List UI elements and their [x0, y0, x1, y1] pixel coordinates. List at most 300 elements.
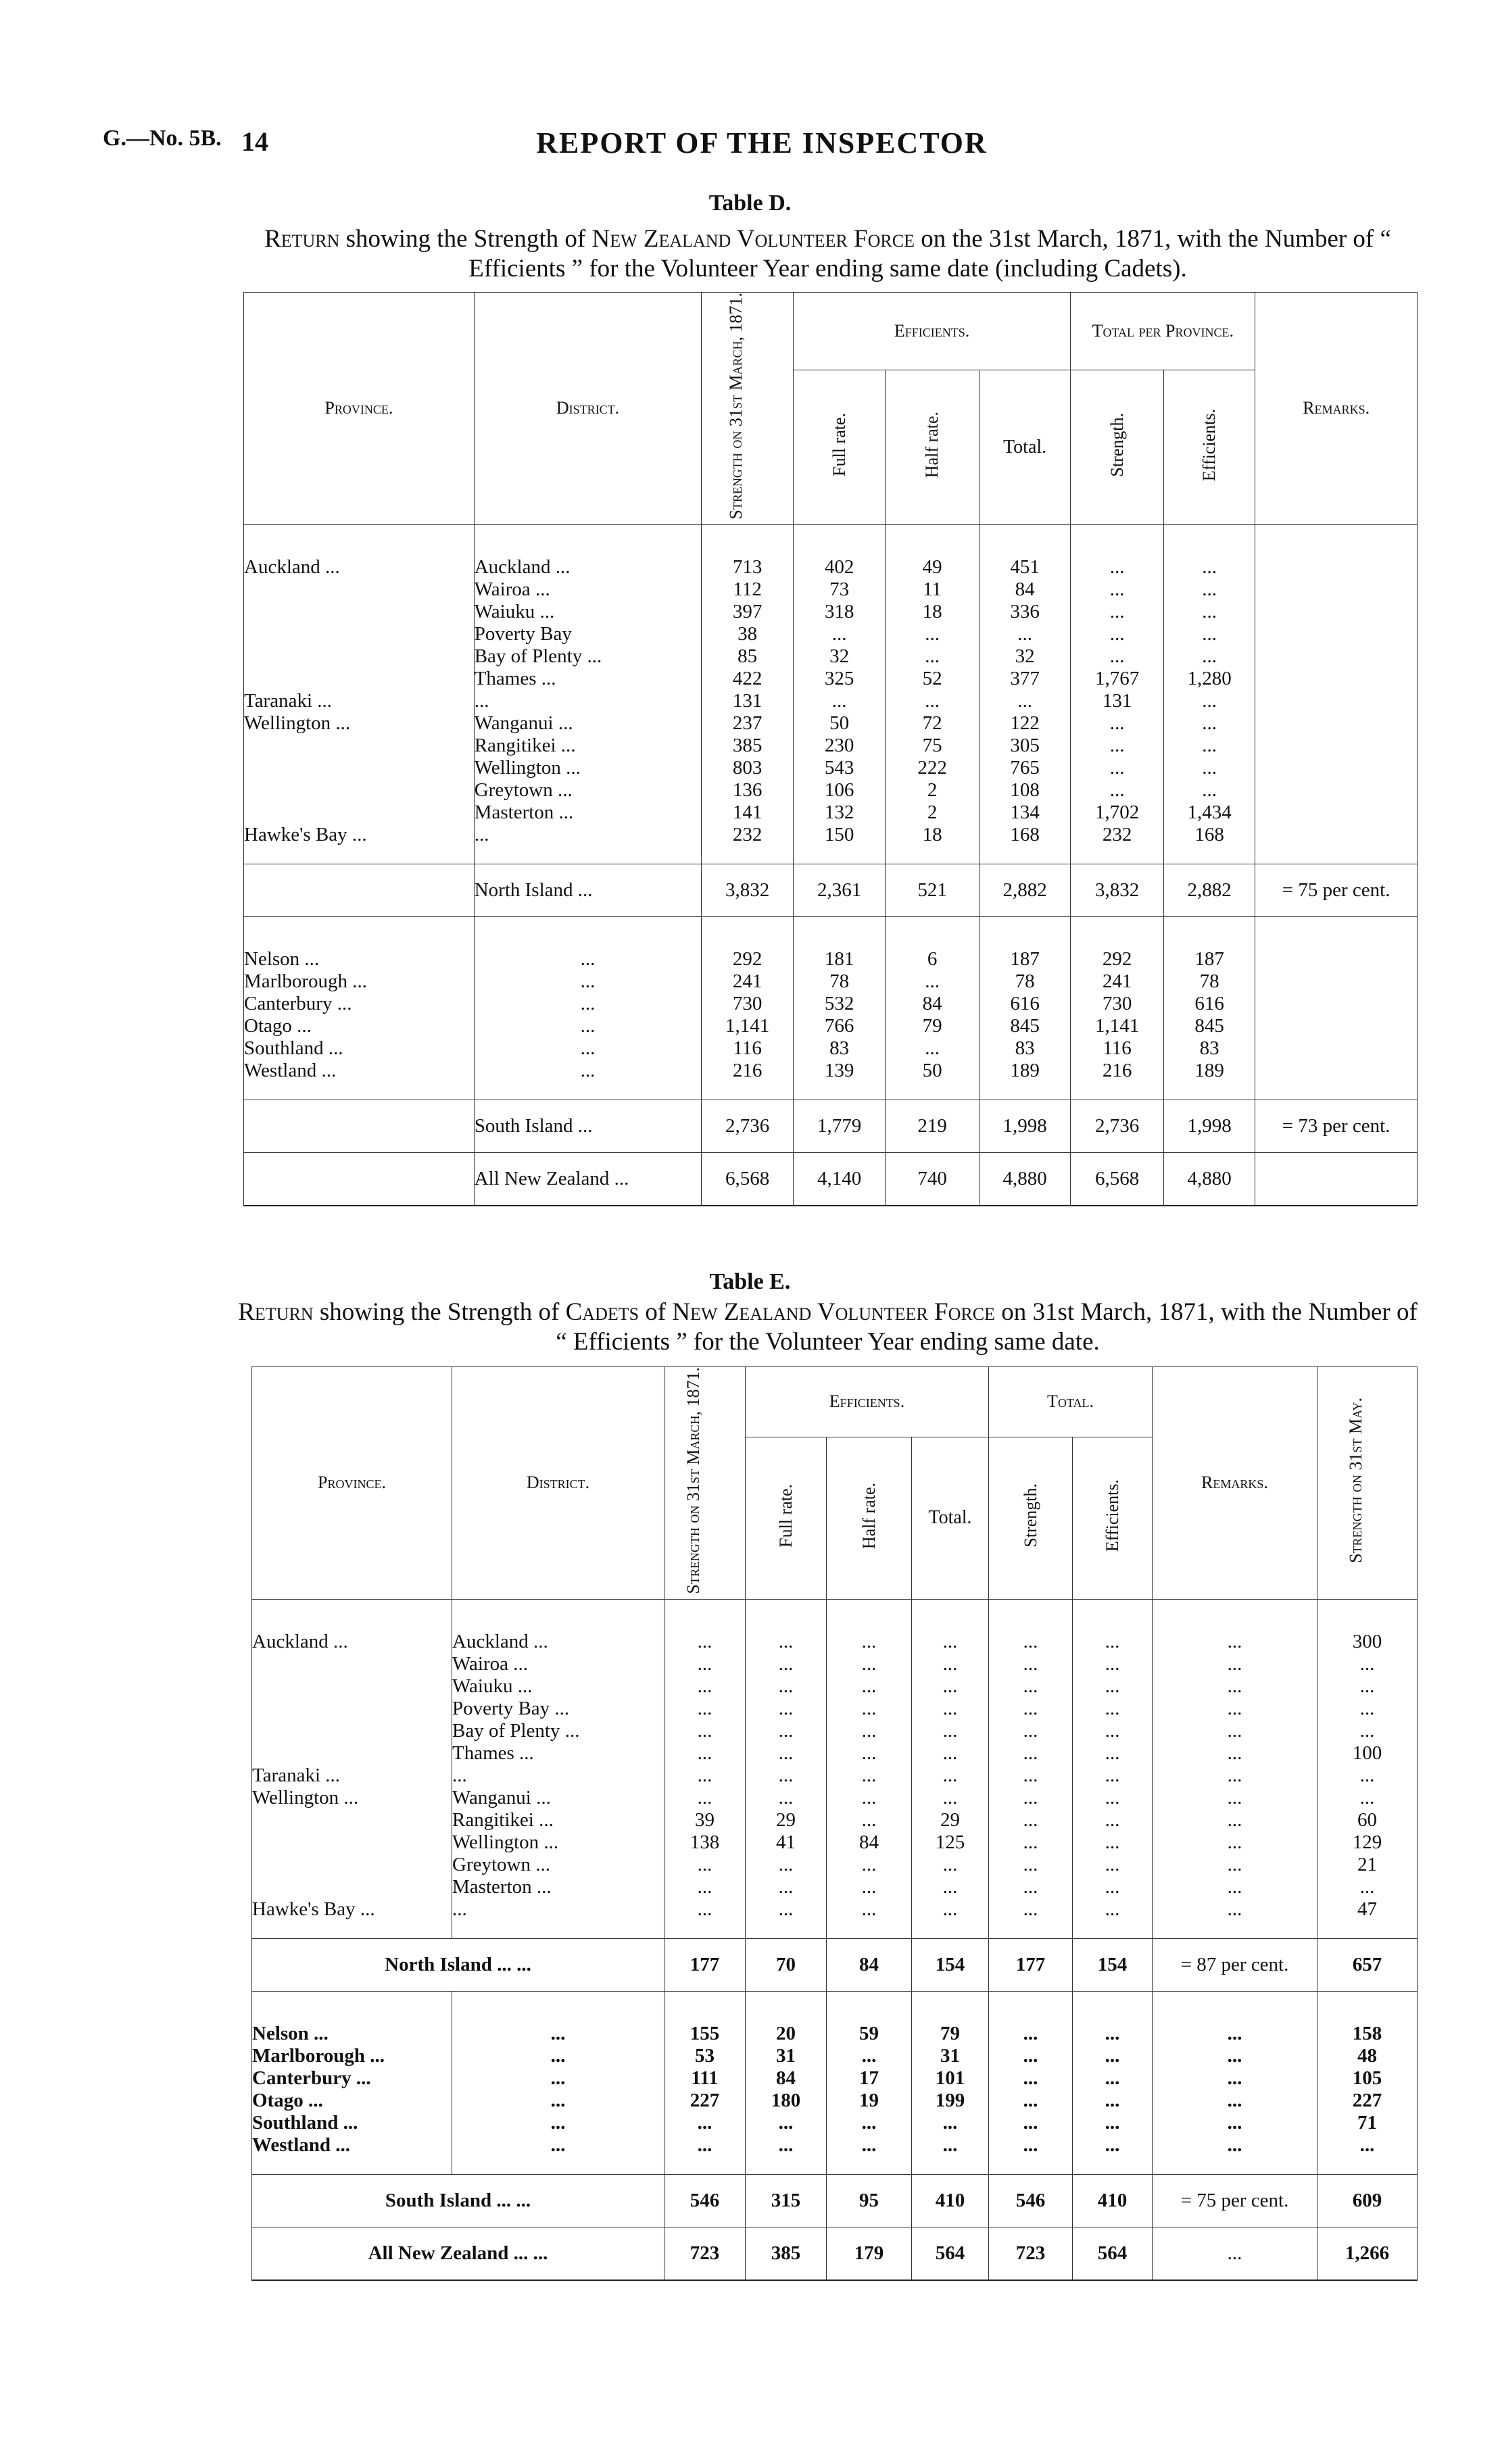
- description-text: showing the Strength of: [339, 225, 592, 253]
- cell-value: 31: [776, 2044, 796, 2067]
- north-island-total-row: [244, 864, 1418, 916]
- page-header: [103, 126, 1421, 166]
- cell-value: 237: [732, 712, 763, 734]
- prov-strength-column: [1071, 524, 1164, 864]
- cell-value: 78: [1199, 970, 1219, 992]
- cell-value: Auckland ...: [244, 556, 340, 578]
- cell-value: ...: [1023, 2067, 1038, 2089]
- total-tot-efficients: 564: [1073, 2227, 1153, 2280]
- half-rate-column: [886, 524, 979, 864]
- cell-value: 79: [940, 2022, 960, 2044]
- total-strength: 2,736: [702, 1100, 793, 1152]
- cell-value: 845: [1194, 1014, 1224, 1037]
- cell-value: ...: [697, 1875, 712, 1898]
- table-e-caption: Table E.: [709, 1269, 791, 1294]
- page-title: REPORT OF THE INSPECTOR: [536, 126, 988, 159]
- cell-value: 187: [1010, 947, 1040, 970]
- cell-value: ...: [550, 2134, 566, 2156]
- cell-value: 84: [859, 1831, 879, 1853]
- cell-value: 139: [824, 1059, 854, 1081]
- cell-value: Bay of Plenty ...: [474, 645, 602, 667]
- description-text: on the 31st March, 1871, with the Number of “ Efficients ” for the Volunteer Year ending same date (including Cadets).: [468, 225, 1391, 282]
- cell-value: ...: [474, 689, 489, 712]
- cell-value: 241: [732, 970, 763, 992]
- cell-value: 199: [935, 2089, 965, 2111]
- cell-value: Waiuku ...: [474, 600, 555, 622]
- cell-value: ...: [942, 1719, 958, 1742]
- cell-value: ...: [580, 947, 596, 970]
- header-total-group: Total.: [989, 1367, 1153, 1437]
- cell-value: ...: [942, 1742, 958, 1764]
- cell-value: ...: [1023, 1764, 1038, 1786]
- strength-column: [702, 916, 793, 1100]
- cell-value: ...: [550, 2022, 566, 2044]
- cell-value: ...: [1023, 1808, 1038, 1831]
- cell-value: ...: [861, 1764, 877, 1786]
- cell-value: ...: [1227, 1697, 1242, 1719]
- cell-value: 84: [922, 992, 942, 1014]
- total-remarks: = 87 per cent.: [1153, 1938, 1317, 1991]
- cell-value: ...: [1227, 2067, 1242, 2089]
- new-zealand-total-row: [244, 1152, 1418, 1206]
- cell-value: 59: [859, 2022, 879, 2044]
- cell-value: ...: [778, 1875, 794, 1898]
- cell-value: Wanganui ...: [474, 712, 573, 734]
- header-remarks: Remarks.: [1153, 1367, 1317, 1600]
- cell-value: 422: [732, 667, 763, 689]
- cell-value: 83: [829, 1037, 850, 1059]
- cell-value: Bay of Plenty ...: [452, 1719, 580, 1742]
- remarks-column: [1153, 1599, 1317, 1938]
- cell-value: 108: [1010, 779, 1040, 801]
- document-code: G.—No. 5B.: [103, 126, 222, 151]
- cell-value: ...: [1202, 689, 1217, 712]
- cell-value: ...: [550, 2089, 566, 2111]
- cell-value: Westland ...: [252, 2134, 351, 2156]
- cell-value: ...: [1202, 734, 1217, 756]
- cell-value: ...: [942, 1875, 958, 1898]
- cell-value: 83: [1015, 1037, 1035, 1059]
- cell-value: ...: [1105, 1652, 1120, 1675]
- cell-value: ...: [550, 2044, 566, 2067]
- header-efficients: Efficients.: [793, 293, 1070, 370]
- south-island-rows: [244, 916, 1418, 1100]
- cell-value: ...: [1227, 1831, 1242, 1853]
- cell-value: ...: [778, 1697, 794, 1719]
- cell-value: ...: [697, 1898, 712, 1920]
- district-column: [474, 524, 702, 864]
- cell-value: 47: [1357, 1898, 1377, 1920]
- total-remarks: ...: [1153, 2227, 1317, 2280]
- total-strength: 3,832: [702, 864, 793, 916]
- cell-value: ...: [1109, 756, 1125, 779]
- total-half-rate: 84: [827, 1938, 912, 1991]
- province-column: [252, 1991, 452, 2174]
- cell-value: 131: [732, 689, 763, 712]
- cell-value: 187: [1194, 947, 1224, 970]
- cell-value: Poverty Bay: [474, 622, 572, 645]
- cell-value: ...: [1227, 1898, 1242, 1920]
- cell-value: 730: [732, 992, 763, 1014]
- cell-value: [244, 757, 474, 779]
- cell-value: 216: [732, 1059, 763, 1081]
- header-total: Total.: [979, 370, 1070, 524]
- cell-value: 116: [1103, 1037, 1132, 1059]
- cell-value: Taranaki ...: [252, 1764, 341, 1786]
- cell-value: ...: [1105, 1786, 1120, 1808]
- row-label: North Island ... ...: [252, 1938, 664, 1991]
- cell-value: 292: [732, 947, 763, 970]
- cell-value: 84: [776, 2067, 796, 2089]
- cell-value: ...: [1202, 622, 1217, 645]
- table-e-description: [238, 1298, 1418, 1357]
- total-strength-may: 657: [1317, 1938, 1418, 1991]
- cell-value: ...: [697, 1630, 712, 1652]
- cell-value: ...: [942, 1898, 958, 1920]
- cell-value: ...: [1023, 1630, 1038, 1652]
- total-total: 1,998: [979, 1100, 1070, 1152]
- cell-value: ...: [1227, 1786, 1242, 1808]
- cell-value: Otago ...: [244, 1014, 312, 1037]
- cell-value: ...: [1105, 2067, 1120, 2089]
- cell-value: ...: [452, 1764, 467, 1786]
- total-full-rate: 315: [746, 2174, 827, 2227]
- cell-value: ...: [1023, 2134, 1038, 2156]
- cell-value: Taranaki ...: [244, 689, 333, 712]
- cell-value: Canterbury ...: [252, 2067, 371, 2089]
- cell-value: ...: [861, 2134, 877, 2156]
- cell-value: ...: [697, 2111, 712, 2134]
- cell-value: ...: [1109, 734, 1125, 756]
- total-strength-may: 609: [1317, 2174, 1418, 2227]
- cell-value: ...: [1359, 1675, 1375, 1697]
- cell-value: 136: [732, 779, 763, 801]
- header-tot-strength-text: Strength.: [1020, 1483, 1040, 1548]
- header-full-rate-text: Full rate.: [775, 1483, 796, 1548]
- cell-value: ...: [861, 1808, 877, 1831]
- total-column: [979, 916, 1070, 1100]
- header-full-rate: [746, 1437, 827, 1599]
- page-number: 14: [241, 126, 268, 157]
- cell-value: 48: [1357, 2044, 1377, 2067]
- tot-efficients-column: [1073, 1599, 1153, 1938]
- header-prov-efficients-text: Efficients.: [1199, 408, 1219, 481]
- cell-value: ...: [1227, 1675, 1242, 1697]
- header-province: Province.: [244, 293, 475, 525]
- total-column: [979, 524, 1070, 864]
- total-half-rate: 740: [886, 1152, 979, 1206]
- cell-value: 138: [689, 1831, 720, 1853]
- cell-value: Wairoa ...: [452, 1652, 529, 1675]
- cell-value: ...: [1105, 1875, 1120, 1898]
- tot-strength-column: [989, 1599, 1073, 1938]
- cell-value: 141: [732, 801, 763, 823]
- cell-value: 1,767: [1094, 667, 1140, 689]
- header-strength: [702, 293, 793, 525]
- total-total: 410: [912, 2174, 989, 2227]
- cell-value: 385: [732, 734, 763, 756]
- cell-value: [252, 1831, 452, 1854]
- cell-value: ...: [1023, 1853, 1038, 1875]
- province-column: [244, 524, 475, 864]
- cell-value: ...: [1202, 645, 1217, 667]
- header-strength-may: [1317, 1367, 1418, 1600]
- half-rate-column: [886, 916, 979, 1100]
- total-prov-efficients: 2,882: [1163, 864, 1255, 916]
- cell-value: ...: [1202, 712, 1217, 734]
- north-island-total-row: [252, 1938, 1418, 1991]
- cell-value: ...: [697, 1697, 712, 1719]
- cell-value: 377: [1010, 667, 1040, 689]
- cell-value: ...: [1227, 1630, 1242, 1652]
- cell-value: 803: [732, 756, 763, 779]
- cell-value: 222: [917, 756, 947, 779]
- cell-value: ...: [1109, 600, 1125, 622]
- cell-value: ...: [474, 823, 489, 845]
- cell-value: 122: [1010, 712, 1040, 734]
- cell-value: ...: [1227, 2111, 1242, 2134]
- cell-value: Thames ...: [474, 667, 556, 689]
- description-text: on 31st March, 1871, with the Number of “ Efficients ” for the Volunteer Year ending same date.: [556, 1298, 1418, 1356]
- header-strength-text: Strength on 31st March, 1871.: [725, 293, 746, 520]
- cell-value: 17: [859, 2067, 879, 2089]
- full-rate-column: [793, 524, 885, 864]
- header-prov-strength: [1071, 370, 1164, 524]
- cell-value: Greytown ...: [452, 1853, 550, 1875]
- cell-value: Marlborough ...: [244, 970, 368, 992]
- cell-value: ...: [925, 1037, 940, 1059]
- cell-value: [244, 601, 474, 623]
- cell-value: 318: [824, 600, 854, 622]
- province-column: [244, 916, 475, 1100]
- row-label: South Island ...: [474, 1100, 702, 1152]
- total-half-rate: 219: [886, 1100, 979, 1152]
- cell-value: Poverty Bay ...: [452, 1697, 570, 1719]
- cell-value: ...: [1202, 556, 1217, 578]
- south-island-rows: [252, 1991, 1418, 2174]
- remarks-column: [1255, 524, 1418, 864]
- south-island-total-row: [252, 2174, 1418, 2227]
- cell-value: ...: [1105, 2022, 1120, 2044]
- cell-value: Nelson ...: [252, 2022, 329, 2044]
- header-half-rate-text: Half rate.: [922, 411, 942, 478]
- tot-efficients-column: [1073, 1991, 1153, 2174]
- cell-value: 230: [824, 734, 854, 756]
- force-name: New Zealand Volunteer Force: [591, 225, 915, 253]
- cell-value: 19: [859, 2089, 879, 2111]
- cell-value: 305: [1010, 734, 1040, 756]
- header-full-rate-text: Full rate.: [829, 413, 849, 476]
- cell-value: Southland ...: [244, 1037, 343, 1059]
- cell-value: ...: [861, 1875, 877, 1898]
- cell-value: 616: [1010, 992, 1040, 1014]
- cell-value: ...: [778, 2134, 794, 2156]
- cell-value: ...: [1105, 1630, 1120, 1652]
- cell-value: 402: [824, 556, 854, 578]
- header-district: District.: [452, 1367, 664, 1600]
- cell-value: 85: [737, 645, 758, 667]
- cell-value: ...: [1105, 1742, 1120, 1764]
- total-total: 2,882: [979, 864, 1070, 916]
- cell-value: 125: [935, 1831, 965, 1853]
- cell-value: ...: [697, 1853, 712, 1875]
- full-rate-column: [746, 1991, 827, 2174]
- total-prov-strength: 3,832: [1071, 864, 1164, 916]
- cell-value: ...: [452, 1898, 467, 1920]
- cell-value: 232: [1102, 823, 1132, 845]
- cell-value: Canterbury ...: [244, 992, 352, 1014]
- cell-value: Wanganui ...: [452, 1786, 551, 1808]
- cell-value: 180: [771, 2089, 801, 2111]
- cell-value: ...: [697, 1652, 712, 1675]
- total-prov-strength: 6,568: [1071, 1152, 1164, 1206]
- cell-value: 71: [1357, 2111, 1377, 2134]
- header-efficients: Efficients.: [746, 1367, 989, 1437]
- cell-value: 111: [691, 2067, 719, 2089]
- cell-value: 20: [776, 2022, 796, 2044]
- header-province: Province.: [252, 1367, 452, 1600]
- total-prov-efficients: 4,880: [1163, 1152, 1255, 1206]
- cell-value: 325: [824, 667, 854, 689]
- cell-value: [244, 735, 474, 757]
- total-full-rate: 2,361: [793, 864, 885, 916]
- header-half-rate: [886, 370, 979, 524]
- cell-value: ...: [1023, 1831, 1038, 1853]
- cell-value: 50: [829, 712, 850, 734]
- cell-value: ...: [580, 1014, 596, 1037]
- cell-value: ...: [831, 622, 847, 645]
- cell-value: 241: [1102, 970, 1132, 992]
- cell-value: [252, 1675, 452, 1698]
- cell-value: 31: [940, 2044, 960, 2067]
- cell-value: ...: [942, 1652, 958, 1675]
- cell-value: [252, 1742, 452, 1765]
- cell-value: ...: [1023, 1675, 1038, 1697]
- cell-value: ...: [1202, 578, 1217, 600]
- row-label: All New Zealand ... ...: [252, 2227, 664, 2280]
- cell-value: 105: [1352, 2067, 1382, 2089]
- cell-value: 134: [1010, 801, 1040, 823]
- cell-value: ...: [925, 689, 940, 712]
- cell-value: 41: [776, 1831, 796, 1853]
- total-remarks: = 73 per cent.: [1255, 1100, 1418, 1152]
- total-full-rate: 70: [746, 1938, 827, 1991]
- empty-cell: [244, 1152, 475, 1206]
- cell-value: ...: [1023, 1652, 1038, 1675]
- cadets-word: Cadets: [565, 1298, 639, 1326]
- cell-value: ...: [1023, 2022, 1038, 2044]
- header-tot-strength: [989, 1437, 1073, 1599]
- header-full-rate: [793, 370, 885, 524]
- cell-value: ...: [1105, 1831, 1120, 1853]
- cell-value: ...: [1023, 1697, 1038, 1719]
- table-d: [243, 292, 1418, 1206]
- cell-value: ...: [1105, 2134, 1120, 2156]
- cell-value: 29: [940, 1808, 960, 1831]
- cell-value: 72: [922, 712, 942, 734]
- header-half-rate: [827, 1437, 912, 1599]
- total-remarks: = 75 per cent.: [1255, 864, 1418, 916]
- total-tot-efficients: 410: [1073, 2174, 1153, 2227]
- cell-value: ...: [1202, 779, 1217, 801]
- total-column: [912, 1991, 989, 2174]
- cell-value: ...: [861, 1697, 877, 1719]
- cell-value: ...: [942, 2134, 958, 2156]
- prov-efficients-column: [1163, 524, 1255, 864]
- cell-value: ...: [1017, 622, 1032, 645]
- new-zealand-total-row: [252, 2227, 1418, 2280]
- cell-value: ...: [861, 2044, 877, 2067]
- cell-value: 336: [1010, 600, 1040, 622]
- cell-value: 116: [733, 1037, 762, 1059]
- table-e: [251, 1366, 1418, 2281]
- header-prov-strength-text: Strength.: [1107, 412, 1127, 477]
- cell-value: ...: [861, 2111, 877, 2134]
- cell-value: Marlborough ...: [252, 2044, 385, 2067]
- cell-value: 131: [1102, 689, 1132, 712]
- cell-value: 189: [1194, 1059, 1224, 1081]
- cell-value: [244, 779, 474, 802]
- cell-value: Wellington ...: [452, 1831, 559, 1853]
- cell-value: 713: [732, 556, 763, 578]
- total-total: 4,880: [979, 1152, 1070, 1206]
- return-word: Return: [238, 1298, 314, 1326]
- province-column: [252, 1599, 452, 1938]
- header-prov-efficients: [1163, 370, 1255, 524]
- cell-value: Waiuku ...: [452, 1675, 533, 1697]
- district-column: [452, 1599, 664, 1938]
- total-tot-efficients: 154: [1073, 1938, 1153, 1991]
- cell-value: Nelson ...: [244, 947, 320, 970]
- cell-value: ...: [1109, 779, 1125, 801]
- south-island-total-row: [244, 1100, 1418, 1152]
- cell-value: ...: [778, 1652, 794, 1675]
- cell-value: ...: [942, 1675, 958, 1697]
- cell-value: 1,434: [1187, 801, 1232, 823]
- cell-value: 158: [1352, 2022, 1382, 2044]
- cell-value: Thames ...: [452, 1742, 534, 1764]
- total-tot-strength: 546: [989, 2174, 1073, 2227]
- row-label: South Island ... ...: [252, 2174, 664, 2227]
- header-remarks: Remarks.: [1255, 293, 1418, 525]
- cell-value: ...: [778, 1630, 794, 1652]
- cell-value: ...: [1227, 1764, 1242, 1786]
- cell-value: ...: [1105, 1697, 1120, 1719]
- cell-value: ...: [580, 1059, 596, 1081]
- cell-value: ...: [1359, 1786, 1375, 1808]
- cell-value: 21: [1357, 1853, 1377, 1875]
- cell-value: ...: [1105, 1898, 1120, 1920]
- district-column: [452, 1991, 664, 2174]
- cell-value: ...: [1227, 2089, 1242, 2111]
- return-word: Return: [264, 225, 340, 253]
- remarks-column: [1255, 916, 1418, 1100]
- cell-value: ...: [1227, 1808, 1242, 1831]
- cell-value: ...: [1227, 2022, 1242, 2044]
- cell-value: ...: [1023, 1875, 1038, 1898]
- strength-may-column: [1317, 1599, 1418, 1938]
- cell-value: ...: [1023, 2089, 1038, 2111]
- cell-value: [252, 1854, 452, 1876]
- cell-value: 129: [1352, 1831, 1382, 1853]
- header-total-per-province: Total per Province.: [1071, 293, 1255, 370]
- full-rate-column: [746, 1599, 827, 1938]
- cell-value: ...: [1359, 1875, 1375, 1898]
- cell-value: Wairoa ...: [474, 578, 550, 600]
- cell-value: 60: [1357, 1808, 1377, 1831]
- cell-value: ...: [942, 1630, 958, 1652]
- cell-value: Rangitikei ...: [452, 1808, 554, 1831]
